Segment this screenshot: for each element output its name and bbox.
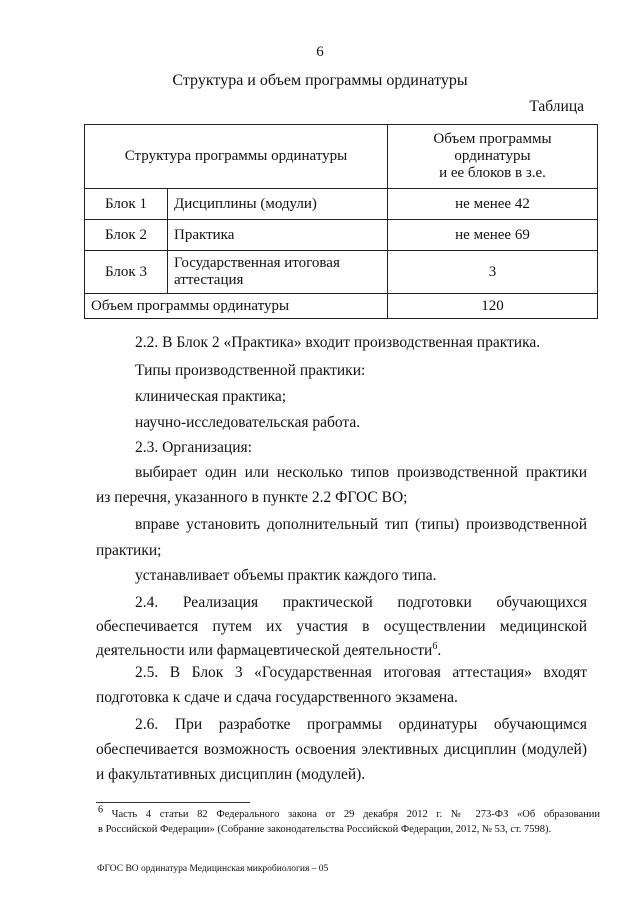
block-name-line: Государственная итоговая [174,255,340,271]
paragraph-line: обеспечивается путем их участия в осуществлении медицинской [96,618,587,635]
footnote [98,804,601,837]
table-row [85,220,598,251]
paragraph-line: практики; [96,542,162,559]
block-name-cell: Практика [168,220,388,251]
header-volume-line: и ее блоков в з.е. [439,165,546,181]
paragraph-line: подготовка к сдаче и сдача государственного экзамена. [96,689,458,706]
paragraph-line [96,642,441,660]
paragraph-text: деятельности или фармацевтической деятельности [96,642,433,659]
list-item-research: научно-исследовательская работа. [135,414,361,431]
block-cell: Блок 2 [85,220,168,251]
header-volume-line: Объем программы [433,131,552,147]
table-caption: Таблица [529,98,584,115]
footnote-reference: 6 [432,640,438,652]
paragraph-line: выбирает один или несколько типов производственной практики [135,464,587,481]
footnote-line [98,804,601,822]
header-volume-line: ординатуры [454,148,531,164]
paragraph-line: и факультативных дисциплин (модулей). [96,766,366,783]
block-cell: Блок 1 [85,189,168,220]
block-cell: Блок 3 [85,251,168,294]
paragraph-practice-types: Типы производственной практики: [135,362,366,379]
table-row [85,251,598,294]
page-number: 6 [316,44,324,60]
paragraph-text: . [437,642,442,659]
header-structure: Структура программы ординатуры [85,125,388,189]
paragraph-line: устанавливает объемы практик каждого типа. [135,567,437,584]
footnote-mark: 6 [98,804,103,816]
footnote-text: Часть 4 статьи 82 Федерального закона от 29 декабря 2012 г. № 273-ФЗ «Об образовании [111,809,601,820]
block-name-line: аттестация [174,272,244,288]
block-name-cell [168,251,388,294]
volume-cell: 3 [388,251,598,294]
block-name-cell: Дисциплины (модули) [168,189,388,220]
footnote-line: в Российской Федерации» (Собрание законодательства Российской Федерации, 2012, № 53, ст. 7598). [98,824,552,835]
section-title: Структура и объем программы ординатуры [172,72,468,89]
paragraph-line: 2.5. В Блок 3 «Государственная итоговая аттестация» входят [135,664,587,681]
volume-cell: не менее 42 [388,189,598,220]
paragraph-line: обеспечивается возможность освоения элективных дисциплин (модулей) [96,741,587,758]
header-volume [388,125,598,189]
paragraph-2-3: 2.3. Организация: [135,439,252,456]
paragraph-line: вправе установить дополнительный тип (типы) производственной [135,516,587,533]
table-row [85,189,598,220]
paragraph-line: 2.6. При разработке программы ординатуры обучающимся [135,716,587,733]
program-structure-table [84,124,598,319]
total-label-cell: Объем программы ординатуры [85,294,388,319]
paragraph-2-2: 2.2. В Блок 2 «Практика» входит производственная практика. [135,334,541,351]
paragraph-line: из перечня, указанного в пункте 2.2 ФГОС ВО; [96,489,408,506]
paragraph-line: 2.4. Реализация практической подготовки обучающихся [135,594,587,611]
total-value-cell: 120 [388,294,598,319]
page-footer: ФГОС ВО ординатура Медицинская микробиология – 05 [97,864,329,874]
table-header-row [85,125,598,189]
list-item-clinical: клиническая практика; [135,388,287,405]
table-total-row [85,294,598,319]
volume-cell: не менее 69 [388,220,598,251]
footnote-divider [96,802,250,803]
